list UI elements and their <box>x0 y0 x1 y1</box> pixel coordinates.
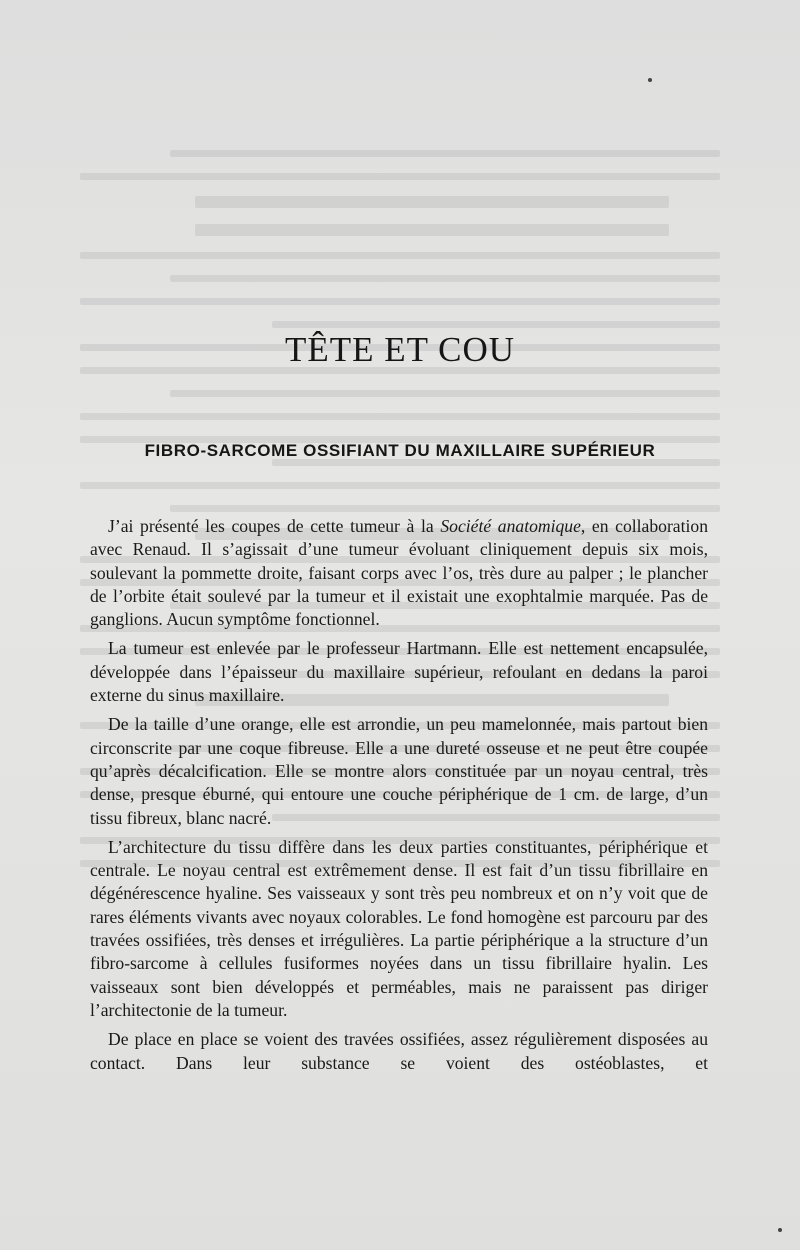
section-title: TÊTE ET COU <box>284 330 516 369</box>
paragraph-4: L’architecture du tissu diffère dans les deux parties constituantes, périphérique et centrale. Le noyau central est extrêmement dense. Il est fait d’un tissu fibrillaire en dégénérescence hyaline. Ses vaisseaux y sont très peu nombreux et on n’y voit que de rares éléments vivants avec noyaux colorables. Le fond homogène est parcouru par des travées ossifiées, très denses et irrégulières. La partie périphérique a la structure d’un fibro-sarcome à cellules fusiformes noyées dans un tissu fibrillaire hyalin. Les vaisseaux sont bien développés et perméables, mais ne paraissent pas diriger l’architectonie de la tumeur. <box>90 836 708 1020</box>
paragraph-5: De place en place se voient des travées ossifiées, assez régulièrement disposées au contact. Dans leur substance se voient des ostéoblastes, et <box>90 1029 708 1073</box>
paragraph-1 <box>90 515 708 631</box>
paragraph-1-text-start: J’ai présenté les coupes de cette tumeur à la <box>108 516 441 536</box>
paragraph-3: De la taille d’une orange, elle est arrondie, un peu mamelonnée, mais partout bien circonscrite par une coque fibreuse. Elle a une dureté osseuse et ne peut être coupée qu’après décalcification. Elle se montre alors constituée par un noyau central, très dense, presque éburné, qui entoure une couche périphérique de 1 cm. de large, d’un tissu fibreux, blanc nacré. <box>90 714 708 828</box>
article-title: FIBRO-SARCOME OSSIFIANT DU MAXILLAIRE SUPÉRIEUR <box>144 441 656 460</box>
paper-speck <box>778 1228 782 1232</box>
paragraph-2: La tumeur est enlevée par le professeur Hartmann. Elle est nettement encapsulée, développée dans l’épaisseur du maxillaire supérieur, refoulant en dedans la paroi externe du sinus maxillaire. <box>90 638 708 706</box>
journal-name: Société anatomique <box>440 516 581 536</box>
article-body <box>90 515 708 1081</box>
paper-speck <box>648 78 652 82</box>
paragraph-1-text-end: , en collaboration avec Renaud. Il s’agissait d’une tumeur évoluant cliniquement depuis six mois, soulevant la pommette droite, faisant corps avec l’os, très dure au palper ; le plancher de l’orbite était soulevé par la tumeur et il existait une exophtalmie marquée. Pas de ganglions. Aucun symptôme fonctionnel. <box>90 516 708 630</box>
